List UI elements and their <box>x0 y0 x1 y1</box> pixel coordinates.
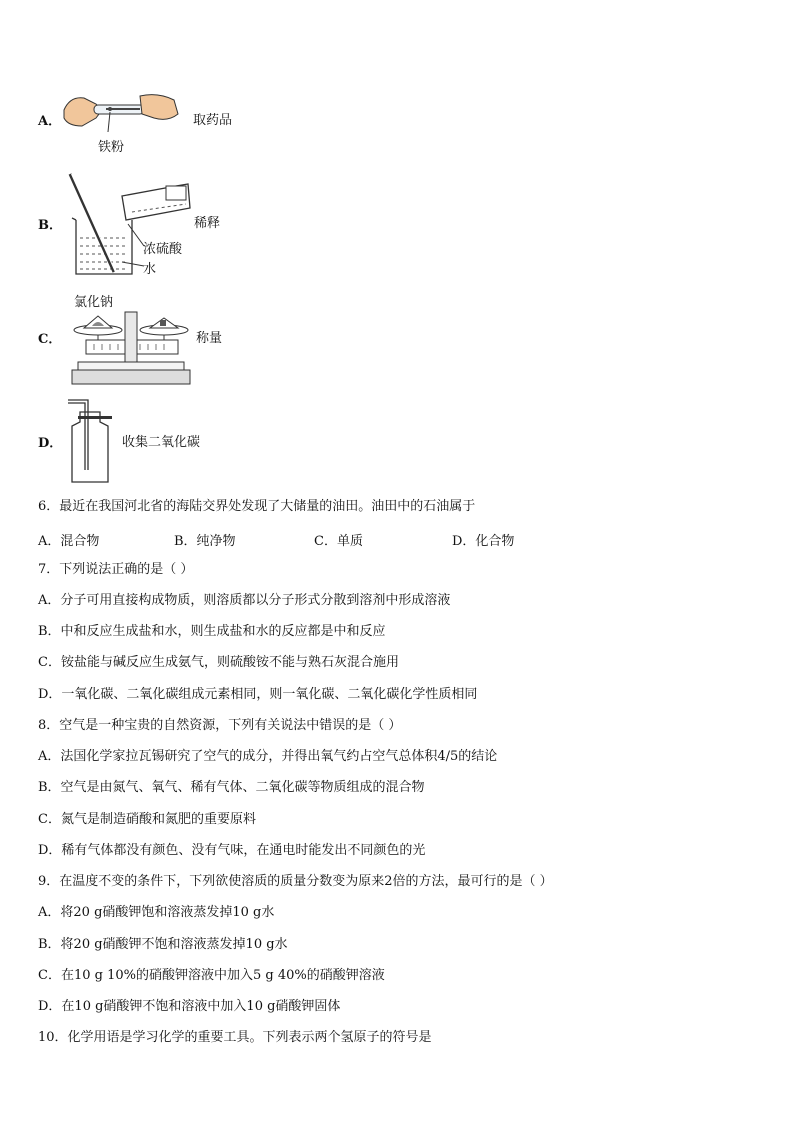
option-d-caption: 收集二氧化碳 <box>122 435 201 450</box>
q9-option-c[interactable]: C．在10 g 10%的硝酸钾溶液中加入5 g 40%的硝酸钾溶液 <box>38 968 385 983</box>
q8-option-c[interactable]: C．氮气是制造硝酸和氮肥的重要原料 <box>38 812 256 827</box>
option-b-caption: 稀释 <box>194 216 221 231</box>
option-c-letter: C． <box>38 332 62 347</box>
q6-option-d[interactable]: D．化合物 <box>452 534 515 549</box>
q8-stem: 8．空气是一种宝贵的自然资源，下列有关说法中错误的是（ ） <box>38 718 402 733</box>
q9-stem: 9．在温度不变的条件下，下列欲使溶质的质量分数变为原来2倍的方法，最可行的是（ ） <box>38 874 553 889</box>
q7-option-d[interactable]: D．一氧化碳、二氧化碳组成元素相同，则一氧化碳、二氧化碳化学性质相同 <box>38 687 478 702</box>
gas-collection-bottle-figure <box>66 398 116 484</box>
q6-option-a[interactable]: A．混合物 <box>38 534 100 549</box>
q7-stem: 7．下列说法正确的是（ ） <box>38 562 194 577</box>
option-a-caption: 取药品 <box>193 113 233 128</box>
q7-option-a[interactable]: A．分子可用直接构成物质，则溶质都以分子形式分散到溶剂中形成溶液 <box>38 593 451 608</box>
balance-weighing-figure <box>70 308 194 386</box>
q6-option-c[interactable]: C．单质 <box>314 534 363 549</box>
q7-option-b[interactable]: B．中和反应生成盐和水，则生成盐和水的反应都是中和反应 <box>38 624 386 639</box>
sulfuric-acid-label: 浓硫酸 <box>143 242 183 257</box>
q6-stem: 6．最近在我国河北省的海陆交界处发现了大储量的油田。油田中的石油属于 <box>38 499 476 514</box>
q6-options <box>38 530 738 548</box>
option-b-letter: B． <box>38 218 62 233</box>
q9-option-d[interactable]: D．在10 g硝酸钾不饱和溶液中加入10 g硝酸钾固体 <box>38 999 341 1014</box>
q6-option-b[interactable]: B．纯净物 <box>174 534 236 549</box>
water-label: 水 <box>143 262 157 277</box>
q10-stem: 10．化学用语是学习化学的重要工具。下列表示两个氢原子的符号是 <box>38 1030 432 1045</box>
iron-powder-label: 铁粉 <box>98 140 125 155</box>
q9-option-b[interactable]: B．将20 g硝酸钾不饱和溶液蒸发掉10 g水 <box>38 937 288 952</box>
sodium-chloride-label: 氯化钠 <box>74 295 114 310</box>
dilution-beaker-figure <box>66 174 206 280</box>
option-d-letter: D． <box>38 436 63 451</box>
option-c-caption: 称量 <box>196 331 223 346</box>
q9-option-a[interactable]: A．将20 g硝酸钾饱和溶液蒸发掉10 g水 <box>38 905 275 920</box>
q8-option-a[interactable]: A．法国化学家拉瓦锡研究了空气的成分，并得出氧气约占空气总体积4/5的结论 <box>38 749 498 764</box>
q8-option-d[interactable]: D．稀有气体都没有颜色、没有气味，在通电时能发出不同颜色的光 <box>38 843 426 858</box>
q8-option-b[interactable]: B．空气是由氮气、氧气、稀有气体、二氧化碳等物质组成的混合物 <box>38 780 425 795</box>
q7-option-c[interactable]: C．铵盐能与碱反应生成氨气，则硫酸铵不能与熟石灰混合施用 <box>38 655 399 670</box>
option-a-letter: A． <box>38 114 62 129</box>
